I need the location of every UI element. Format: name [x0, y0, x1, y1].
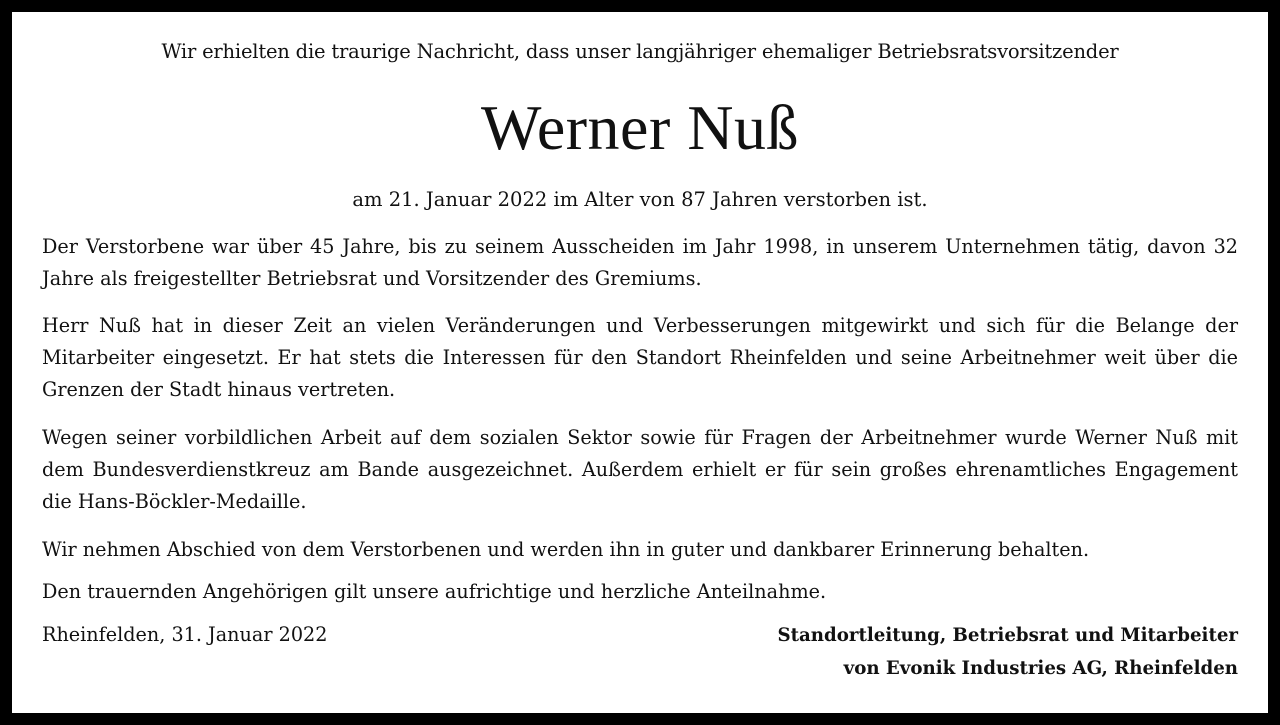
paragraph-condolence: Den trauernden Angehörigen gilt unsere aufrichtige und herzliche Anteilnahme.: [42, 580, 827, 603]
intro-line: Wir erhielten die traurige Nachricht, dass unser langjähriger ehemaliger Betriebsratsvorsitzender: [161, 40, 1119, 63]
deceased-name: Werner Nuß: [481, 92, 799, 163]
paragraph-awards: Wegen seiner vorbildlichen Arbeit auf dem sozialen Sektor sowie für Fragen der Arbeitnehmer wurde Werner Nuß mit dem Bundesverdienstkreuz am Bande ausgezeichnet. Außerdem erhielt er für sein großes ehrenamtliches Engagement die Hans-Böckler-Medaille.: [42, 426, 1238, 513]
signature-line-2: von Evonik Industries AG, Rheinfelden: [843, 658, 1238, 679]
paragraph-contributions: Herr Nuß hat in dieser Zeit an vielen Veränderungen und Verbesserungen mitgewirkt und sich für die Belange der Mitarbeiter eingesetzt. Er hat stets die Interessen für den Standort Rheinfelden und seine Arbeitnehmer weit über die Grenzen der Stadt hinaus vertreten.: [42, 314, 1238, 401]
place-date: Rheinfelden, 31. Januar 2022: [42, 623, 328, 646]
signature-line-1: Standortleitung, Betriebsrat und Mitarbeiter: [777, 625, 1238, 646]
death-date-line: am 21. Januar 2022 im Alter von 87 Jahren verstorben ist.: [352, 188, 928, 211]
signature-block: [777, 619, 1238, 685]
obituary-notice: [12, 12, 1268, 713]
paragraph-career: Der Verstorbene war über 45 Jahre, bis zu seinem Ausscheiden im Jahr 1998, in unserem Unternehmen tätig, davon 32 Jahre als freigestellter Betriebsrat und Vorsitzender des Gremiums.: [42, 235, 1238, 290]
paragraph-farewell: Wir nehmen Abschied von dem Verstorbenen und werden ihn in guter und dankbarer Erinnerung behalten.: [42, 538, 1090, 561]
